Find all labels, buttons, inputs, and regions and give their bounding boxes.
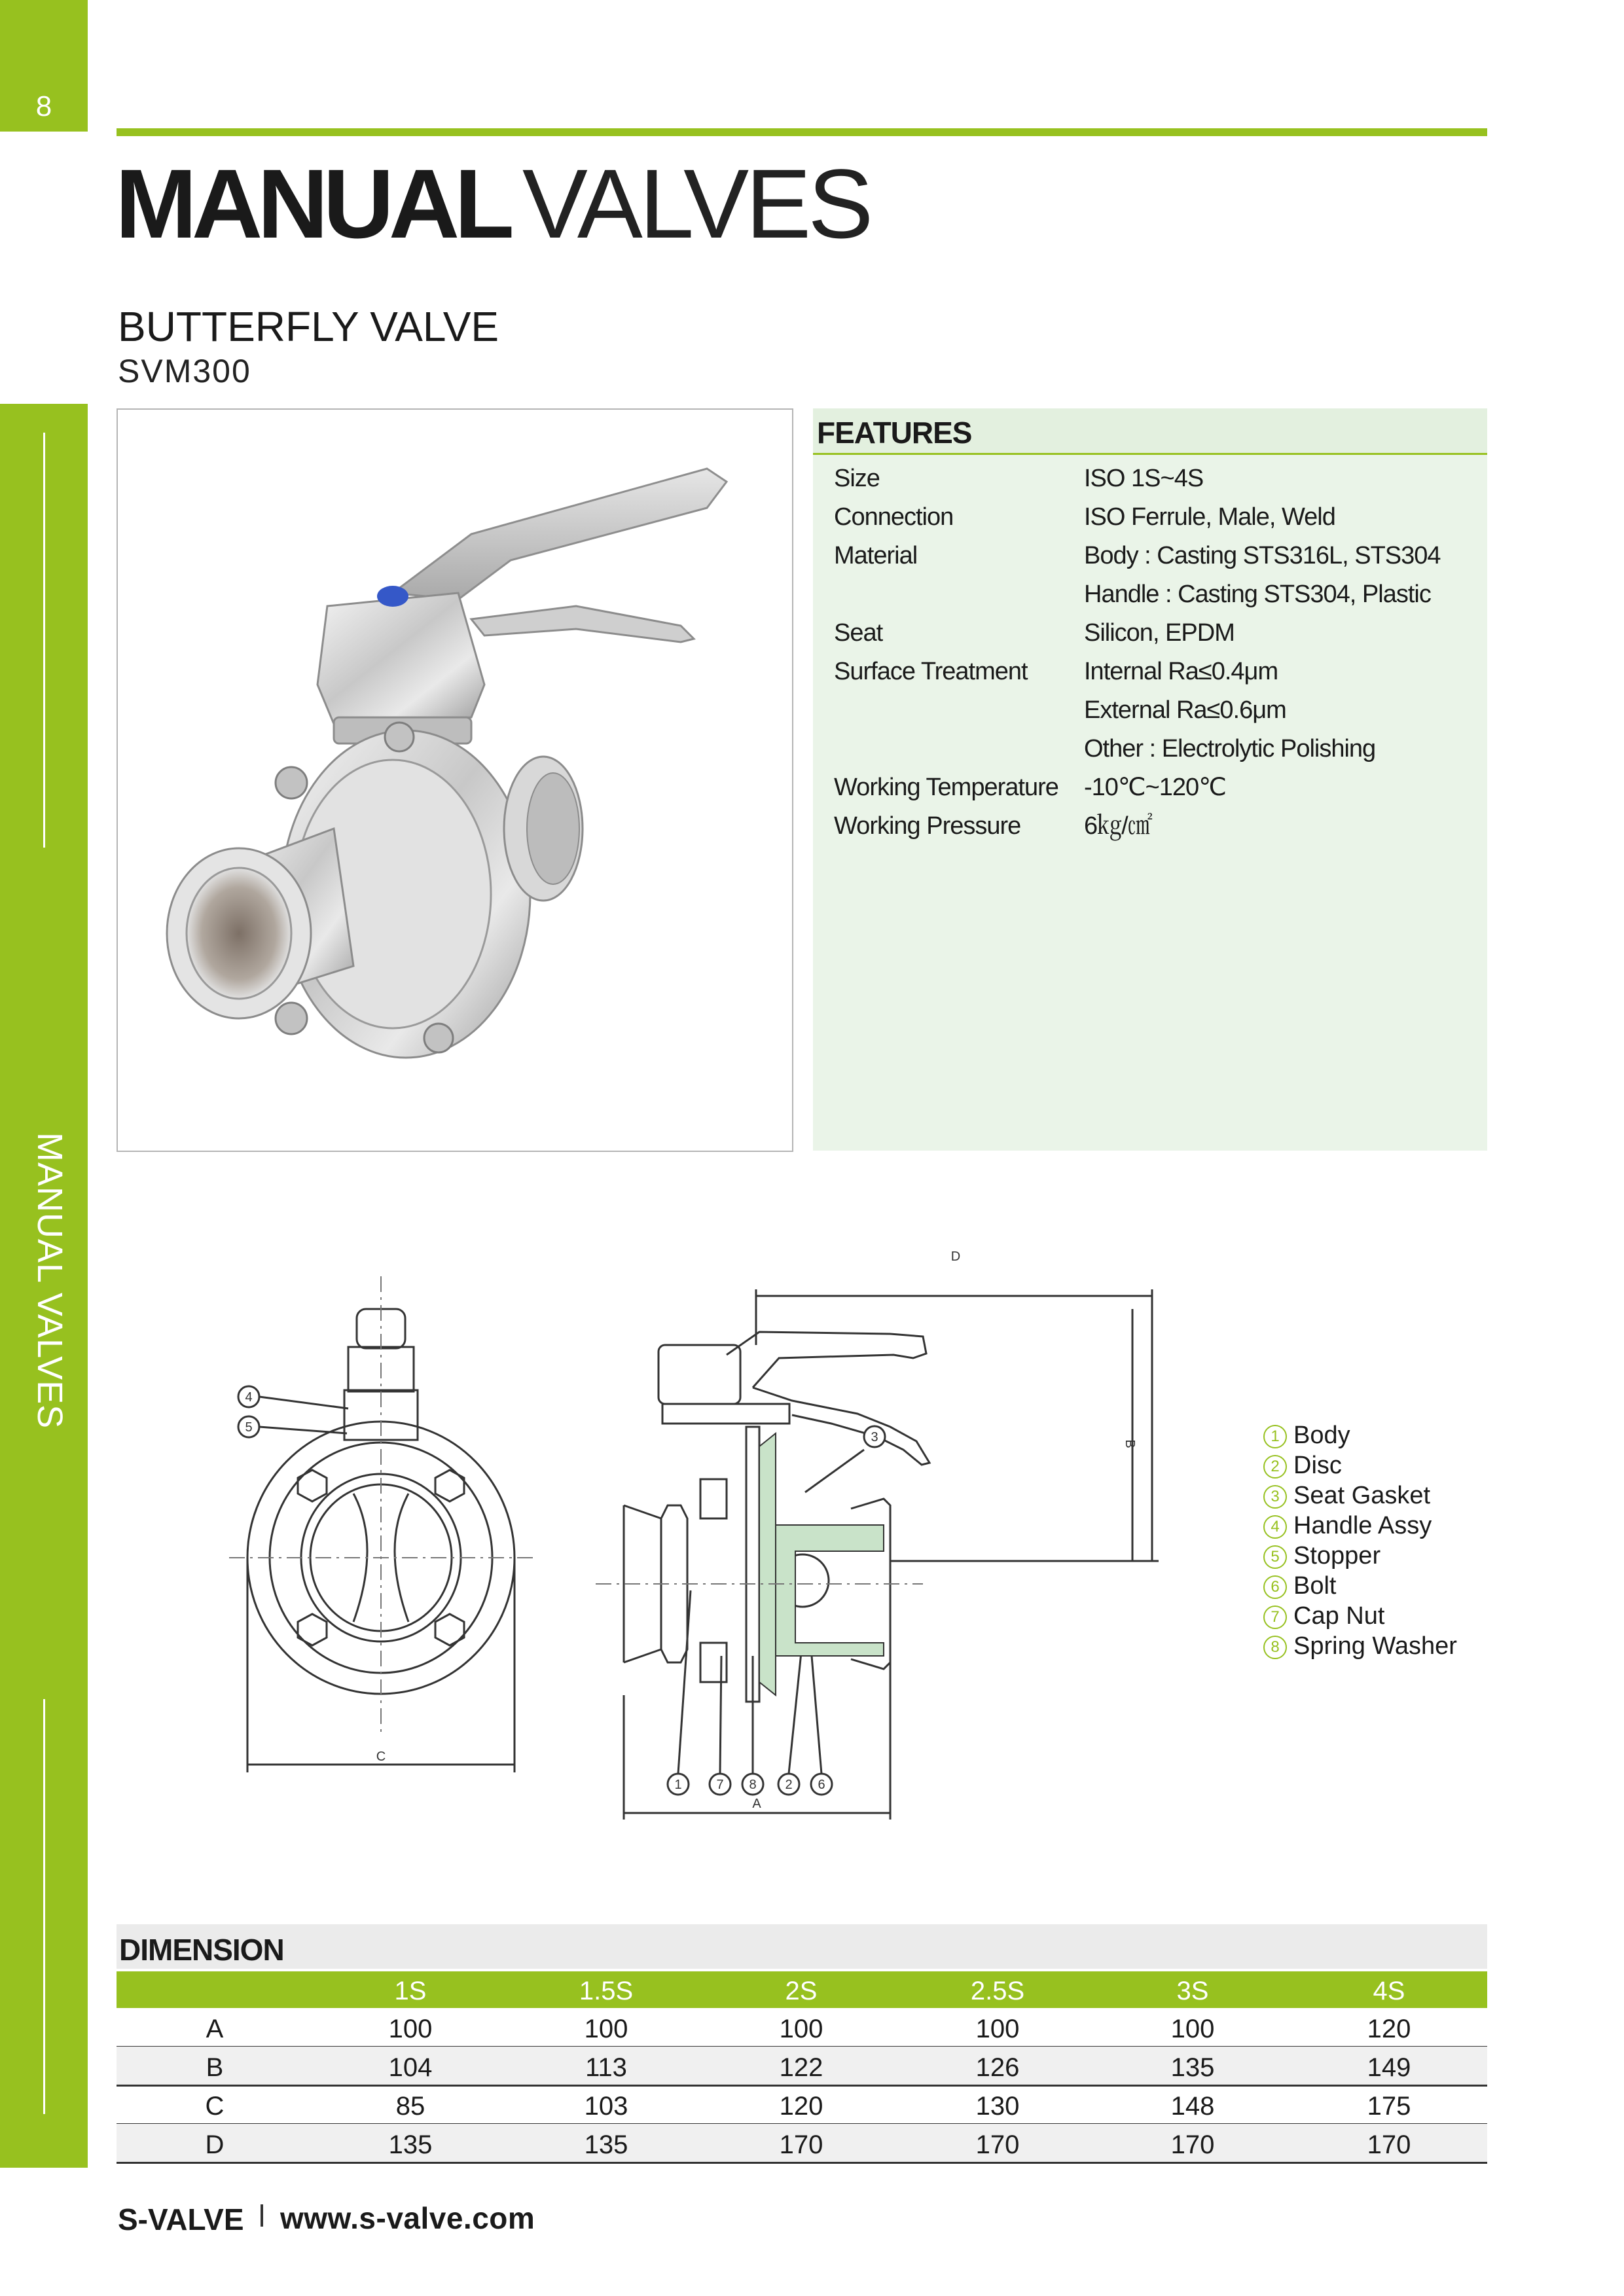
table-cell: 113 <box>585 2053 627 2082</box>
table-cell: 103 <box>584 2092 628 2121</box>
table-cell: 135 <box>584 2130 628 2159</box>
dimension-column: 3S <box>1176 1977 1209 2005</box>
callout-2: 2 <box>785 1778 793 1792</box>
page-title-bold: MANUAL <box>115 149 509 259</box>
dimension-column: 1S <box>394 1977 427 2005</box>
table-cell: 122 <box>779 2053 823 2082</box>
feature-label: Connection <box>834 503 954 531</box>
table-cell: 100 <box>388 2015 433 2043</box>
part-name: Disc <box>1293 1452 1342 1479</box>
part-number: 2 <box>1263 1455 1287 1479</box>
table-cell: 100 <box>584 2015 628 2043</box>
feature-value: ISO Ferrule, Male, Weld <box>1084 503 1335 531</box>
product-photo <box>117 408 793 1152</box>
table-cell: 170 <box>1170 2130 1215 2159</box>
part-item <box>1263 1420 1457 1450</box>
table-cell: 135 <box>1170 2053 1215 2082</box>
page-number: 8 <box>35 90 52 122</box>
features-header <box>813 408 1487 455</box>
callout-1: 1 <box>674 1778 682 1792</box>
part-name: Cap Nut <box>1293 1602 1385 1630</box>
callout-7: 7 <box>716 1778 724 1792</box>
technical-drawing <box>229 1237 1185 1839</box>
part-name: Body <box>1293 1422 1350 1449</box>
table-cell: 100 <box>779 2015 823 2043</box>
part-number: 7 <box>1263 1605 1287 1629</box>
feature-value: Silicon, EPDM <box>1084 619 1235 647</box>
dimension-column-header <box>117 1971 1487 2008</box>
header-rule <box>117 128 1487 136</box>
callout-4: 4 <box>245 1390 253 1405</box>
table-cell: 120 <box>779 2092 823 2121</box>
feature-label: Working Pressure <box>834 812 1021 840</box>
page-title <box>115 149 871 259</box>
part-name: Spring Washer <box>1293 1632 1457 1660</box>
table-row <box>117 2124 1487 2164</box>
table-cell: 170 <box>975 2130 1020 2159</box>
part-item <box>1263 1480 1457 1511</box>
row-label: B <box>206 2053 224 2082</box>
table-cell: 170 <box>779 2130 823 2159</box>
part-number: 5 <box>1263 1545 1287 1569</box>
table-cell: 85 <box>395 2092 425 2121</box>
feature-label: Working Temperature <box>834 774 1058 801</box>
part-name: Seat Gasket <box>1293 1482 1431 1509</box>
feature-value: External Ra≤0.6μm <box>1084 696 1286 724</box>
dimension-b-label: B <box>1123 1439 1137 1448</box>
dimension-c-label: C <box>376 1749 386 1764</box>
callout-6: 6 <box>818 1778 825 1792</box>
feature-value: Internal Ra≤0.4μm <box>1084 658 1278 685</box>
feature-label: Seat <box>834 619 883 647</box>
feature-value: Body : Casting STS316L, STS304 <box>1084 542 1441 569</box>
dimension-title: DIMENSION <box>119 1933 284 1967</box>
part-number: 4 <box>1263 1515 1287 1539</box>
feature-label: Size <box>834 465 880 492</box>
part-item <box>1263 1631 1457 1661</box>
part-item <box>1263 1511 1457 1541</box>
parts-list <box>1263 1420 1457 1661</box>
row-label: D <box>205 2130 225 2159</box>
page-title-light: VALVES <box>522 149 871 259</box>
features-panel <box>813 408 1487 1151</box>
butterfly-valve-photo <box>118 410 792 1151</box>
dimension-a-label: A <box>752 1797 761 1811</box>
dimension-column: 2.5S <box>970 1977 1025 2005</box>
feature-value: 6㎏/㎠ <box>1084 812 1152 840</box>
dimension-d-label: D <box>950 1249 961 1264</box>
callout-5: 5 <box>245 1420 253 1435</box>
table-cell: 149 <box>1367 2053 1411 2082</box>
table-row <box>117 2085 1487 2125</box>
feature-value: -10℃~120℃ <box>1084 774 1226 801</box>
features-title: FEATURES <box>817 416 972 450</box>
part-name: Stopper <box>1293 1542 1381 1570</box>
dimension-column: 1.5S <box>579 1977 634 2005</box>
table-cell: 170 <box>1367 2130 1411 2159</box>
row-label: A <box>206 2015 224 2043</box>
table-cell: 120 <box>1367 2015 1411 2043</box>
side-divider-top <box>43 433 45 848</box>
part-name: Handle Assy <box>1293 1512 1432 1539</box>
part-number: 6 <box>1263 1575 1287 1599</box>
table-cell: 100 <box>1170 2015 1215 2043</box>
feature-label: Material <box>834 542 918 569</box>
part-number: 3 <box>1263 1485 1287 1509</box>
feature-label: Surface Treatment <box>834 658 1028 685</box>
side-section-label: MANUAL VALVES <box>30 1132 69 1429</box>
table-cell: 104 <box>388 2053 433 2082</box>
table-row <box>117 2047 1487 2087</box>
feature-value: ISO 1S~4S <box>1084 465 1204 492</box>
callout-3: 3 <box>871 1430 878 1444</box>
part-item <box>1263 1571 1457 1601</box>
table-cell: 175 <box>1367 2092 1411 2121</box>
table-cell: 148 <box>1170 2092 1215 2121</box>
website-link[interactable]: www.s-valve.com <box>280 2201 535 2235</box>
part-name: Bolt <box>1293 1572 1337 1600</box>
side-divider-bottom <box>43 1699 45 2114</box>
dimension-header <box>117 1924 1487 1969</box>
dimension-column: 4S <box>1373 1977 1405 2005</box>
dimension-column: 2S <box>785 1977 818 2005</box>
table-cell: 100 <box>975 2015 1020 2043</box>
feature-value: Other : Electrolytic Polishing <box>1084 735 1376 762</box>
part-item <box>1263 1541 1457 1571</box>
table-row <box>117 2008 1487 2048</box>
table-cell: 135 <box>388 2130 433 2159</box>
product-name: BUTTERFLY VALVE <box>118 303 499 350</box>
feature-value: Handle : Casting STS304, Plastic <box>1084 581 1431 608</box>
product-model: SVM300 <box>118 353 251 389</box>
part-item <box>1263 1601 1457 1631</box>
callout-8: 8 <box>749 1778 757 1792</box>
technical-drawing-svg <box>229 1237 1185 1839</box>
part-number: 8 <box>1263 1636 1287 1659</box>
table-cell: 126 <box>975 2053 1020 2082</box>
footer-divider <box>261 2204 263 2227</box>
brand-logo: S-VALVE <box>118 2202 244 2236</box>
part-item <box>1263 1450 1457 1480</box>
row-label: C <box>205 2092 225 2121</box>
part-number: 1 <box>1263 1425 1287 1448</box>
table-cell: 130 <box>975 2092 1020 2121</box>
